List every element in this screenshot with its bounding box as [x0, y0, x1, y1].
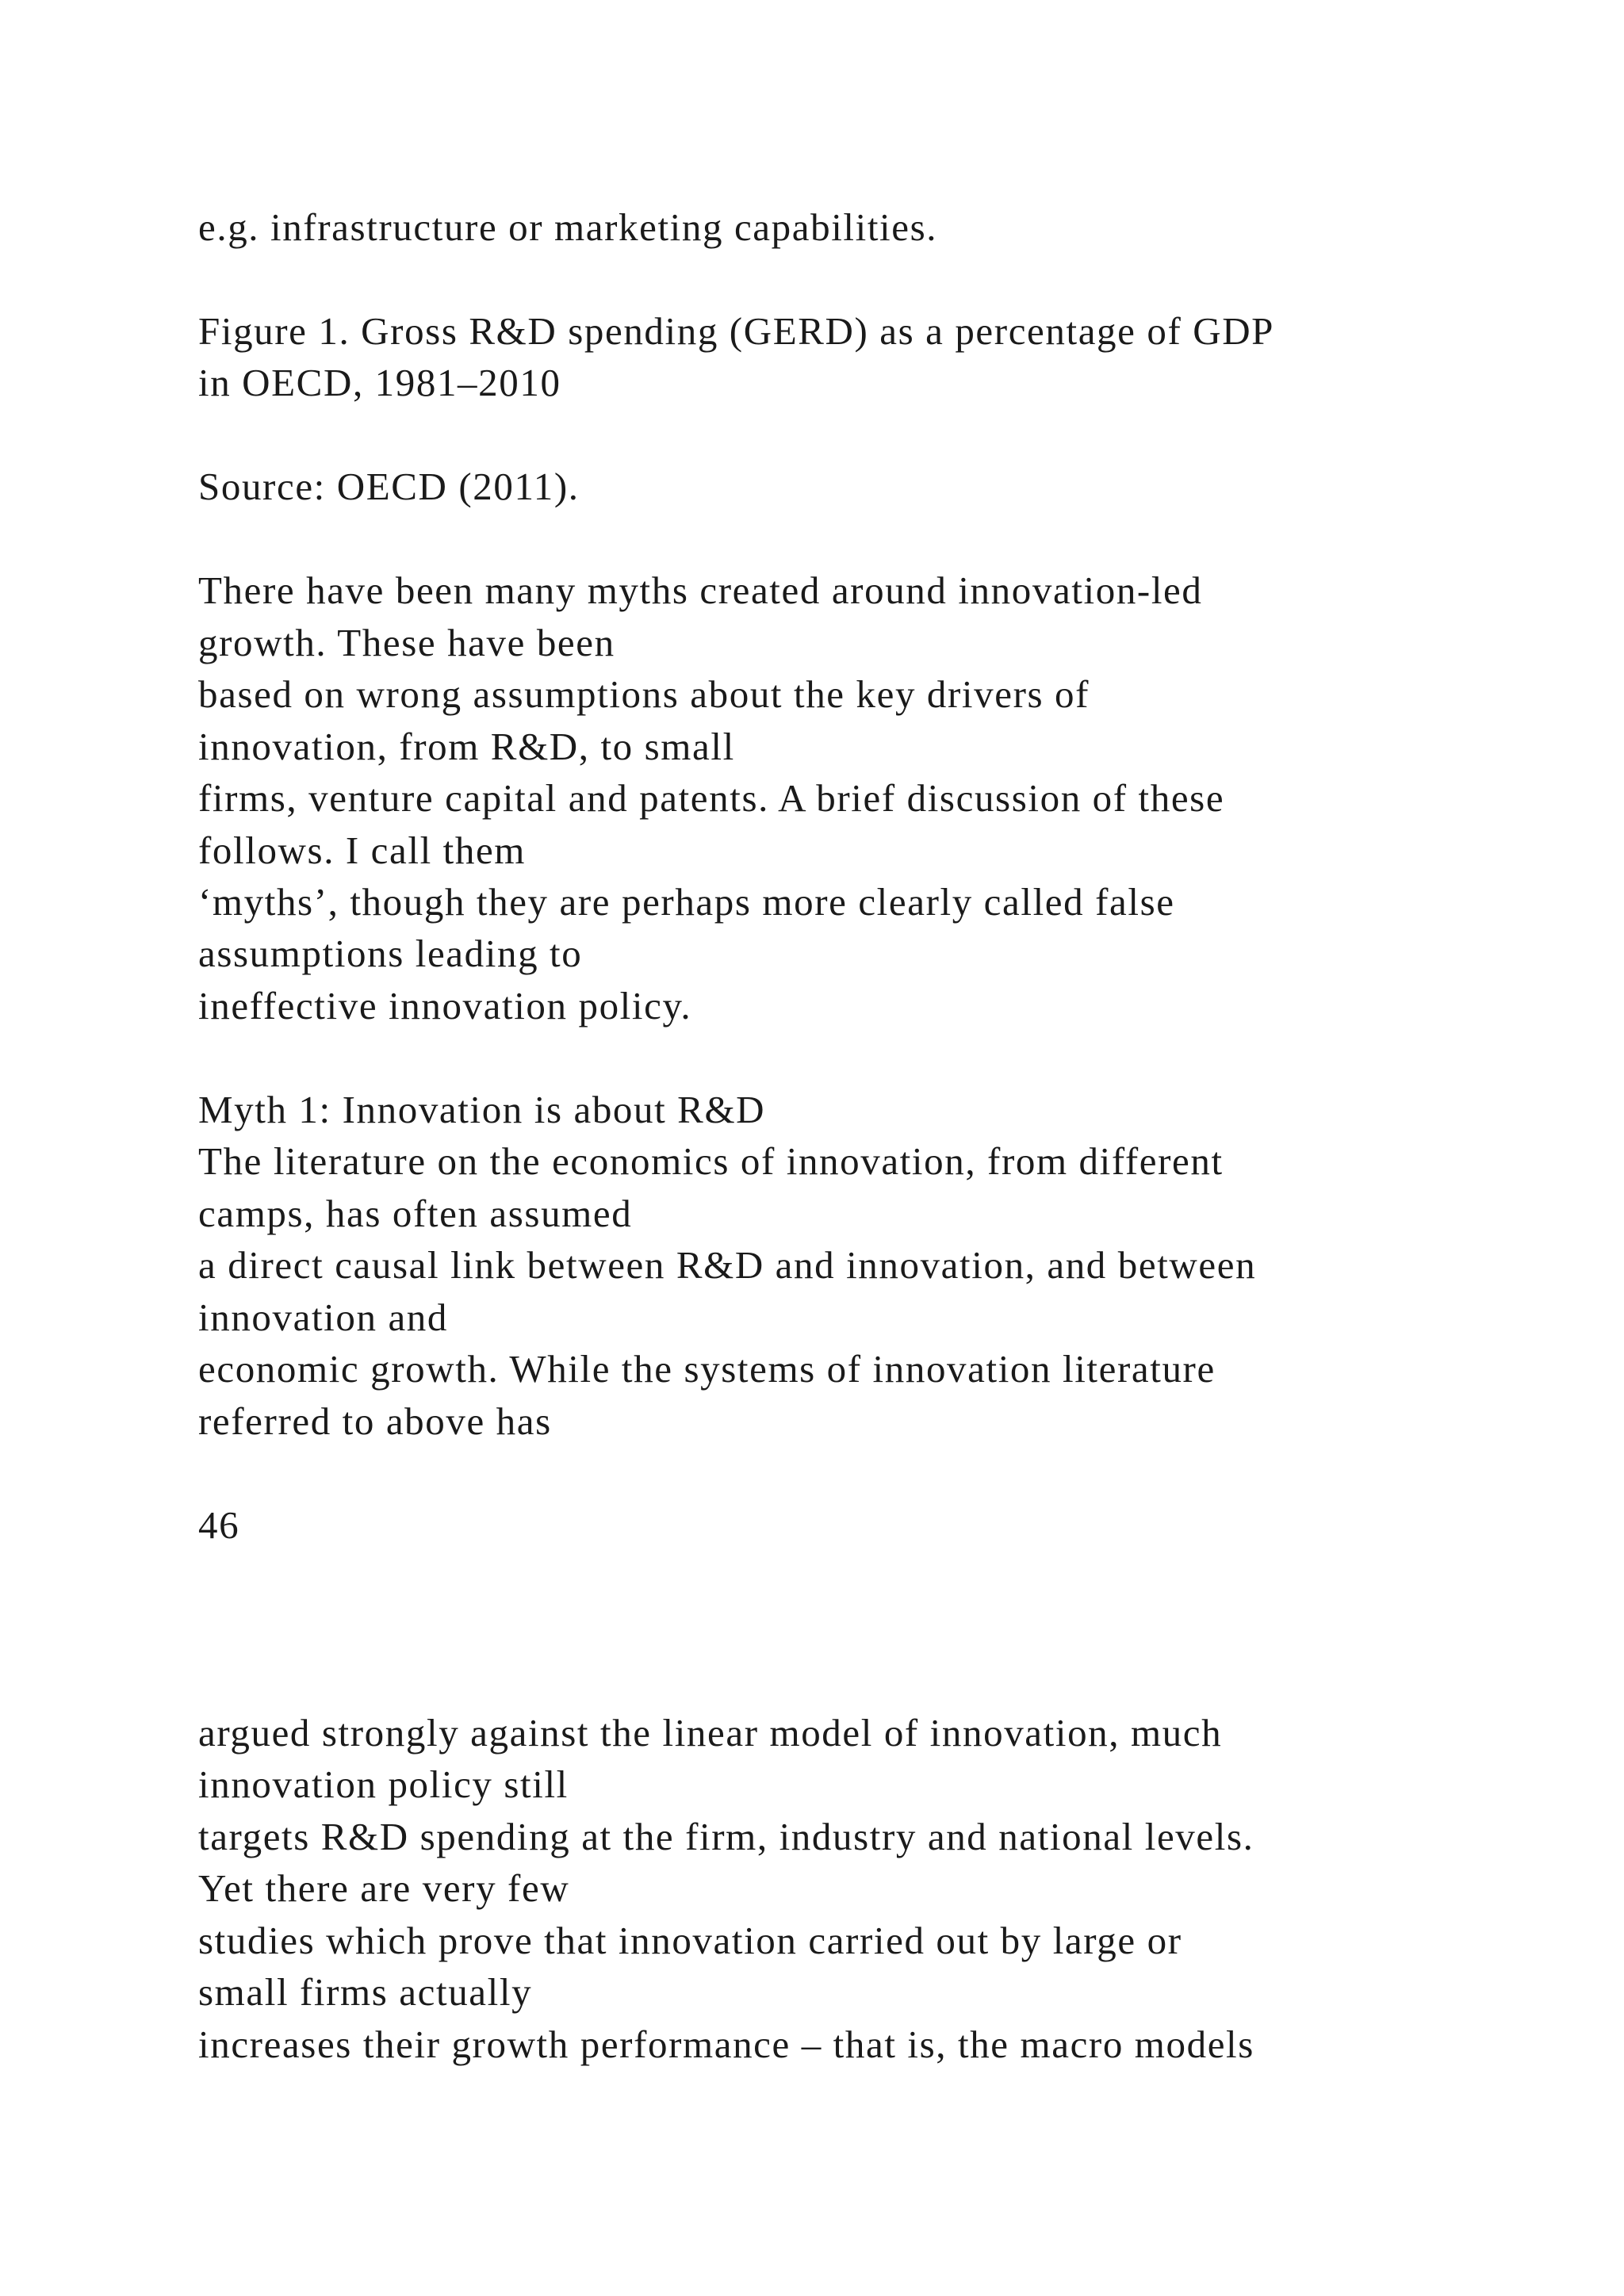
- text-line: firms, venture capital and patents. A brief discussion of these: [198, 776, 1225, 820]
- text-line: e.g. infrastructure or marketing capabilities.: [198, 205, 938, 249]
- text-line: There have been many myths created around innovation-led: [198, 568, 1203, 612]
- text-line: ‘myths’, though they are perhaps more clearly called false: [198, 880, 1175, 924]
- figure-caption: in OECD, 1981–2010: [198, 361, 561, 404]
- section-heading: Myth 1: Innovation is about R&D: [198, 1088, 766, 1131]
- page-number: 46: [198, 1503, 240, 1547]
- figure-source: Source: OECD (2011).: [198, 465, 580, 508]
- text-line: follows. I call them: [198, 828, 527, 872]
- text-line: innovation, from R&D, to small: [198, 725, 735, 768]
- text-line: referred to above has: [198, 1399, 552, 1443]
- text-line: innovation and: [198, 1295, 448, 1339]
- text-line: based on wrong assumptions about the key drivers of: [198, 672, 1090, 716]
- text-line: The literature on the economics of innovation, from different: [198, 1139, 1224, 1183]
- text-line: a direct causal link between R&D and innovation, and between: [198, 1243, 1257, 1287]
- text-line: assumptions leading to: [198, 932, 583, 975]
- text-line: growth. These have been: [198, 621, 615, 664]
- text-line: targets R&D spending at the firm, industry and national levels.: [198, 1815, 1254, 1858]
- text-line: argued strongly against the linear model of innovation, much: [198, 1711, 1223, 1755]
- text-line: camps, has often assumed: [198, 1192, 633, 1235]
- figure-caption: Figure 1. Gross R&D spending (GERD) as a percentage of GDP: [198, 309, 1275, 353]
- text-line: economic growth. While the systems of innovation literature: [198, 1347, 1216, 1391]
- text-line: innovation policy still: [198, 1762, 569, 1806]
- text-line: small firms actually: [198, 1970, 533, 2014]
- text-line: studies which prove that innovation carried out by large or: [198, 1919, 1182, 1962]
- text-line: Yet there are very few: [198, 1866, 570, 1910]
- text-line: ineffective innovation policy.: [198, 984, 692, 1027]
- text-line: increases their growth performance – that is, the macro models: [198, 2022, 1254, 2066]
